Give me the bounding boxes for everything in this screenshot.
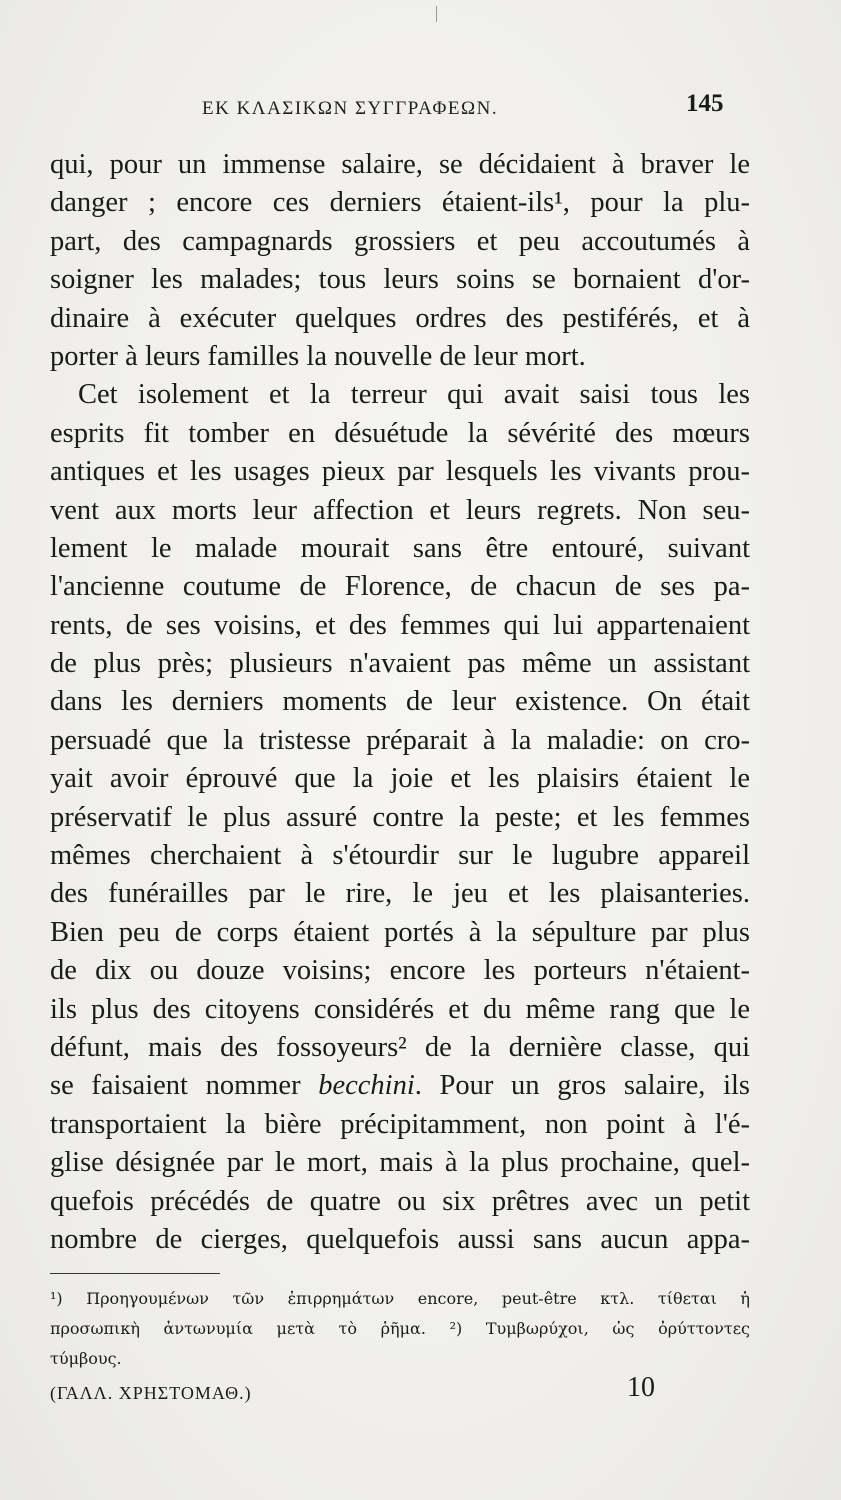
text-line: quefois précédés de quatre ou six prêtres avec un petit (50, 1185, 750, 1217)
text-line: lement le malade mourait sans être entouré, suivant (50, 532, 750, 564)
body-text (50, 146, 750, 1259)
text-line: mêmes cherchaient à s'étourdir sur le lugubre appareil (50, 840, 750, 872)
text-line: défunt, mais des fossoyeurs² de la dernière classe, qui (50, 1031, 750, 1063)
footnote-line: προσωπικὴ ἀντωνυμία μετὰ τὸ ῥῆμα. ²) Τυμβωρύχοι, ὡς ὀρύττοντες (50, 1319, 750, 1338)
footnote-rule (50, 1273, 220, 1274)
text-line: Bien peu de corps étaient portés à la sépulture par plus (50, 916, 750, 948)
text-line: l'ancienne coutume de Florence, de chacun de ses pa- (50, 571, 750, 603)
text-line: nombre de cierges, quelquefois aussi sans aucun appa- (50, 1223, 750, 1255)
page-mark (436, 6, 437, 22)
footnote-line: τύμβους. (50, 1349, 122, 1368)
text-line: dinaire à exécuter quelques ordres des pestiférés, et à (50, 302, 750, 334)
text-line: dans les derniers moments de leur existence. On était (50, 686, 750, 718)
footnotes (50, 1284, 750, 1374)
text-line: persuadé que la tristesse préparait à la maladie: on cro- (50, 724, 750, 756)
text-line: préservatif le plus assuré contre la peste; et les femmes (50, 801, 750, 833)
signature-mark: (ΓΑΛΛ. ΧΡΗΣΤΟΜΑΘ.) (50, 1383, 252, 1403)
text-line: transportaient la bière précipitamment, non point à l'é- (50, 1108, 750, 1140)
text-line: vent aux morts leur affection et leurs regrets. Non seu- (50, 494, 750, 526)
italic-term: becchini (318, 1070, 415, 1102)
page-number: 145 (686, 90, 724, 117)
text-line: esprits fit tomber en désuétude la sévérité des mœurs (50, 417, 750, 449)
text-line: danger ; encore ces derniers étaient-ils¹, pour la plu- (50, 187, 750, 219)
text-line: antiques et les usages pieux par lesquels les vivants prou- (50, 456, 750, 488)
text-line: de dix ou douze voisins; encore les porteurs n'étaient- (50, 955, 750, 987)
running-head: ΕΚ ΚΛΑΣΙΚΩΝ ΣΥΓΓΡΑΦΕΩΝ. (202, 98, 499, 119)
sheet-number: 10 (627, 1372, 655, 1403)
text-line: des funérailles par le rire, le jeu et les plaisanteries. (50, 878, 750, 910)
text-line: part, des campagnards grossiers et peu accoutumés à (50, 225, 750, 257)
text-line: ils plus des citoyens considérés et du même rang que le (50, 993, 750, 1025)
text-fragment: se faisaient nommer (50, 1070, 301, 1102)
text-line-becchini (50, 1067, 750, 1105)
text-line: Cet isolement et la terreur qui avait saisi tous les (78, 379, 750, 411)
text-line: de plus près; plusieurs n'avaient pas même un assistant (50, 648, 750, 680)
text-line: rents, de ses voisins, et des femmes qui lui appartenaient (50, 609, 750, 641)
text-line: glise désignée par le mort, mais à la plus prochaine, quel- (50, 1147, 750, 1179)
footnote-line: ¹) Προηγουμένων τῶν ἐπιρρημάτων encore, peut-être κτλ. τίθεται ἡ (50, 1289, 750, 1308)
text-line: yait avoir éprouvé que la joie et les plaisirs étaient le (50, 763, 750, 795)
text-line: porter à leurs familles la nouvelle de leur mort. (50, 340, 586, 372)
text-fragment: . Pour un gros salaire, ils (414, 1070, 750, 1102)
text-line: soigner les malades; tous leurs soins se bornaient d'or- (50, 264, 750, 296)
text-line: qui, pour un immense salaire, se décidaient à braver le (50, 149, 750, 180)
